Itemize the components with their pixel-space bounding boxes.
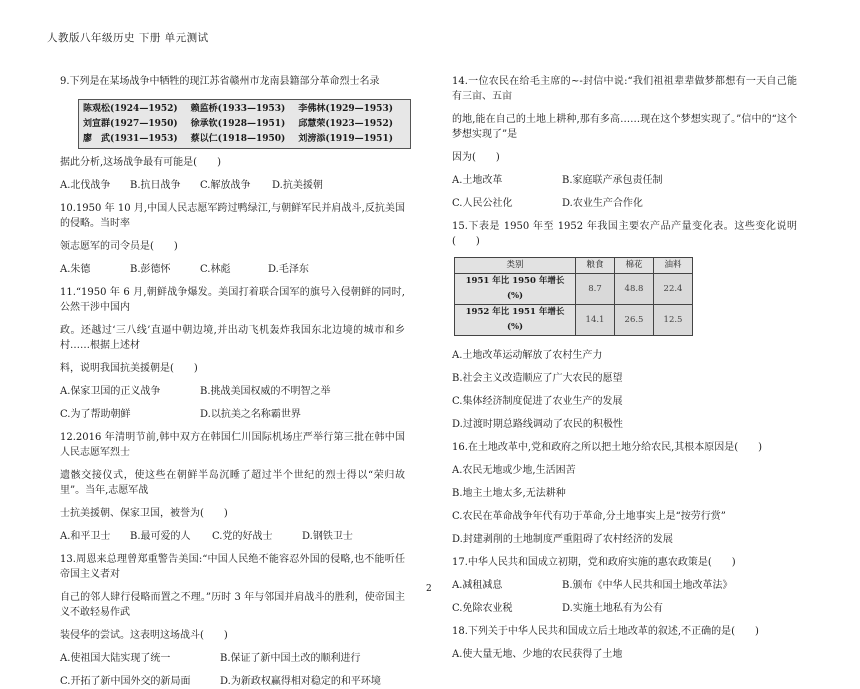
- question-12: [60, 430, 405, 544]
- option-c[interactable]: C.党的好战士: [212, 531, 273, 542]
- martyr-name: 邱慧荣: [298, 119, 326, 129]
- option-d[interactable]: D.封建剥削的土地制度严重阻碍了农村经济的发展: [452, 534, 673, 545]
- left-column: [60, 74, 405, 689]
- martyr-years: (1928—1951): [217, 119, 286, 129]
- martyr-years: (1929—1953): [325, 104, 393, 114]
- martyr-years: (1927—1950): [110, 119, 178, 129]
- martyr-name: 廖 武: [83, 134, 111, 144]
- question-9: [60, 74, 405, 193]
- option-b[interactable]: B.抗日战争: [130, 180, 181, 191]
- question-stem: 15.下表是 1950 年至 1952 年我国主要农产品产量变化表。这些变化说明( ): [452, 221, 797, 247]
- options-row: [60, 407, 405, 422]
- table-header-cell: 类别: [455, 258, 576, 274]
- question-stem: 18.下列关于中华人民共和国成立后土地改革的叙述,不正确的是( ): [452, 626, 759, 637]
- option-b[interactable]: B.社会主义改造顺应了广大农民的愿望: [452, 373, 623, 384]
- martyr-entry: [191, 102, 299, 117]
- options-row: [452, 578, 797, 593]
- table-header-row: [455, 258, 693, 274]
- martyr-entry: [298, 102, 406, 117]
- options-row: [60, 674, 405, 689]
- question-line: 士抗美援朝、保家卫国，被誉为( ): [60, 508, 228, 519]
- question-11: [60, 285, 405, 422]
- option-c[interactable]: C.解放战争: [200, 180, 251, 191]
- martyr-name: 徐承钦: [190, 119, 218, 129]
- option-b[interactable]: B.彭德怀: [130, 264, 171, 275]
- question-14: [452, 74, 797, 211]
- table-cell: 48.8: [615, 274, 654, 305]
- options-row: [60, 651, 405, 666]
- table-row-label: 1952 年比 1951 年增长(%): [455, 305, 576, 336]
- option-a[interactable]: A.农民无地或少地,生活困苦: [452, 465, 576, 476]
- martyr-entry: [83, 132, 191, 147]
- option-d[interactable]: D.过渡时期总路线调动了农民的积极性: [452, 419, 623, 430]
- question-stem: 9.下列是在某场战争中牺牲的现江苏省赣州市龙南县籍部分革命烈士名录: [60, 76, 380, 87]
- question-line: 12.2016 年清明节前,韩中双方在韩国仁川国际机场庄严举行第三批在韩中国人民志愿军烈士: [60, 432, 405, 458]
- question-line: 的地,能在自己的土地上耕种,那有多高……现在这个梦想实现了。”信中的“这个梦想实现了”是: [452, 114, 797, 140]
- option-c[interactable]: C.人民公社化: [452, 198, 513, 209]
- table-cell: 12.5: [654, 305, 693, 336]
- option-c[interactable]: C.为了帮助朝鲜: [60, 409, 131, 420]
- table-header-cell: 棉花: [615, 258, 654, 274]
- option-d[interactable]: D.实施土地私有为公有: [562, 603, 663, 614]
- question-stem: 16.在土地改革中,党和政府之所以把土地分给农民,其根本原因是( ): [452, 442, 763, 453]
- option-b[interactable]: B.挑战美国权威的不明智之举: [200, 386, 331, 397]
- options-row: [452, 173, 797, 188]
- page-number: 2: [426, 584, 432, 594]
- martyr-names-box: [78, 99, 411, 149]
- option-a[interactable]: A.北伐战争: [60, 180, 111, 191]
- question-line: 政。还越过‘三八线’直逼中朝边境,并出动飞机轰炸我国东北边境的城市和乡村……根据上述材: [60, 325, 405, 351]
- question-line: 遗骸交接仪式，使这些在朝鲜半岛沉睡了超过半个世纪的烈士得以“荣归故里”。当年,志愿军战: [60, 470, 405, 496]
- martyr-name: 蔡以仁: [190, 134, 218, 144]
- martyr-years: (1923—1952): [325, 119, 393, 129]
- option-c[interactable]: C.林彪: [200, 264, 231, 275]
- question-line: 11.“1950 年 6 月,朝鲜战争爆发。美国打着联合国军的旗号入侵朝鲜的同时,公然干涉中国内: [60, 287, 405, 313]
- option-d[interactable]: D.毛泽东: [268, 264, 309, 275]
- martyr-years: (1924—1952): [110, 104, 178, 114]
- option-d[interactable]: D.抗美援朝: [272, 180, 323, 191]
- option-b[interactable]: B.家庭联产承包责任制: [562, 175, 663, 186]
- table-row: [455, 274, 693, 305]
- table-row: [455, 305, 693, 336]
- question-line: 自己的邻人肆行侵略而置之不理。”历时 3 年与邻国并肩战斗的胜利，使帝国主义不敢轻易作武: [60, 592, 405, 618]
- production-table: [454, 257, 693, 336]
- options-row: [60, 262, 405, 277]
- table-header-cell: 油料: [654, 258, 693, 274]
- option-d[interactable]: D.农业生产合作化: [562, 198, 643, 209]
- option-a[interactable]: A.保家卫国的正义战争: [60, 386, 161, 397]
- option-c[interactable]: C.免除农业税: [452, 603, 513, 614]
- question-line: 14.一位农民在给毛主席的~-封信中说:“我们祖祖辈辈做梦都想有一天自己能有三亩、五亩: [452, 76, 797, 102]
- option-b[interactable]: B.地主土地太多,无法耕种: [452, 488, 566, 499]
- question-15: [452, 219, 797, 432]
- right-column: [452, 74, 797, 662]
- martyr-years: (1933—1953): [217, 104, 286, 114]
- martyr-years: (1931—1953): [110, 134, 178, 144]
- option-c[interactable]: C.开拓了新中国外交的新局面: [60, 676, 191, 687]
- option-a[interactable]: A.土地改革: [452, 175, 503, 186]
- table-header-cell: 粮食: [576, 258, 615, 274]
- question-line: 装侵华的尝试。这表明这场战斗( ): [60, 630, 228, 641]
- table-row-label: 1951 年比 1950 年增长(%): [455, 274, 576, 305]
- question-line: 10.1950 年 10 月,中国人民志愿军跨过鸭绿江,与朝鲜军民并肩战斗,反抗美国的侵略。当时率: [60, 203, 405, 229]
- question-10: [60, 201, 405, 277]
- question-16: [452, 440, 797, 547]
- options-row: [60, 384, 405, 399]
- question-18: [452, 624, 797, 662]
- question-line: 领志愿军的司令员是( ): [60, 241, 178, 252]
- question-stem: 17.中华人民共和国成立初期，党和政府实施的惠农政策是( ): [452, 557, 736, 568]
- martyr-years: (1918—1950): [217, 134, 286, 144]
- martyr-years: (1919—1951): [325, 134, 393, 144]
- martyr-entry: [298, 117, 406, 132]
- martyr-name: 陈观松: [83, 104, 111, 114]
- option-a[interactable]: A.使祖国大陆实现了统一: [60, 653, 171, 664]
- option-b[interactable]: B.保证了新中国土改的顺利进行: [220, 653, 361, 664]
- question-line: 料，说明我国抗美援朝是( ): [60, 363, 198, 374]
- options-row: [60, 529, 405, 544]
- option-b[interactable]: B.最可爱的人: [130, 531, 191, 542]
- martyr-entry: [83, 102, 191, 117]
- martyr-entry: [298, 132, 406, 147]
- option-c[interactable]: C.集体经济制度促进了农业生产的发展: [452, 396, 623, 407]
- martyr-name: 刘宣群: [83, 119, 111, 129]
- option-a[interactable]: A.使大量无地、少地的农民获得了土地: [452, 649, 623, 660]
- question-line: 因为( ): [452, 152, 500, 163]
- option-d[interactable]: D.钢铁卫士: [302, 531, 353, 542]
- page-header: 人教版八年级历史 下册 单元测试: [47, 32, 209, 44]
- option-c[interactable]: C.农民在革命战争年代有功于革命,分土地事实上是“按劳行赏”: [452, 511, 726, 522]
- question-line: 13.周恩来总理曾郑重警告美国:“中国人民绝不能容忍外国的侵略,也不能听任帝国主义者对: [60, 554, 405, 580]
- martyr-name: 赖监桥: [190, 104, 218, 114]
- martyr-name: 刘滂添: [298, 134, 326, 144]
- martyr-entry: [191, 117, 299, 132]
- table-cell: 14.1: [576, 305, 615, 336]
- option-b[interactable]: B.颁布《中华人民共和国土地改革法》: [562, 580, 733, 591]
- option-a[interactable]: A.和平卫士: [60, 531, 111, 542]
- question-13: [60, 552, 405, 689]
- option-d[interactable]: D.以抗美之名称霸世界: [200, 409, 301, 420]
- table-cell: 8.7: [576, 274, 615, 305]
- question-followup: 据此分析,这场战争最有可能是( ): [60, 157, 221, 168]
- option-a[interactable]: A.朱德: [60, 264, 91, 275]
- option-a[interactable]: A.减租减息: [452, 580, 503, 591]
- martyr-entry: [83, 117, 191, 132]
- option-a[interactable]: A.土地改革运动解放了农村生产力: [452, 350, 603, 361]
- options-row: [60, 178, 405, 193]
- table-cell: 26.5: [615, 305, 654, 336]
- options-row: [452, 601, 797, 616]
- table-cell: 22.4: [654, 274, 693, 305]
- options-row: [452, 196, 797, 211]
- martyr-name: 李佛林: [298, 104, 326, 114]
- martyr-entry: [191, 132, 299, 147]
- option-d[interactable]: D.为新政权赢得相对稳定的和平环境: [220, 676, 381, 687]
